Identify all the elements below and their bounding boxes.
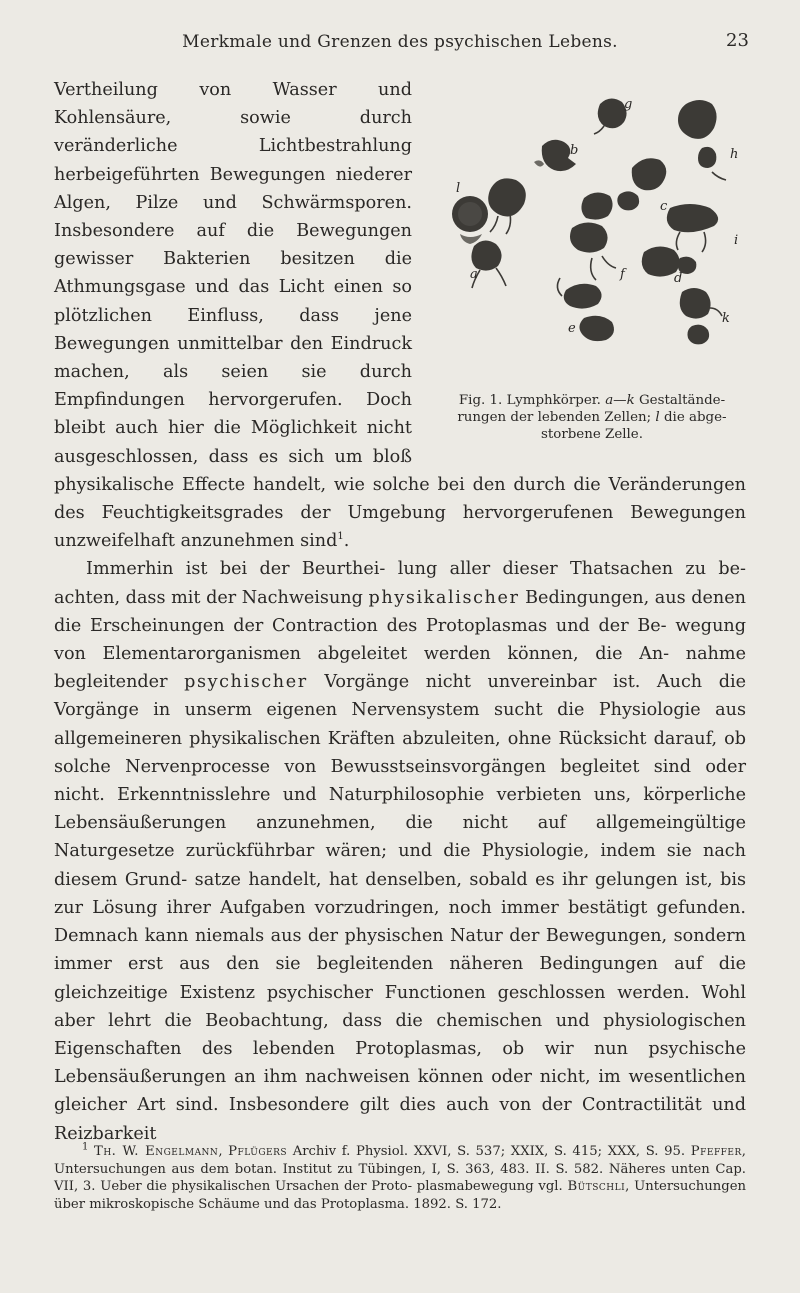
lymph-cells-illustration xyxy=(434,82,746,388)
label-a: a xyxy=(470,267,478,282)
label-k: k xyxy=(722,311,730,326)
cell-f xyxy=(570,192,616,280)
footnote-1: $^1$ Th. W. Engelmann, Pflügers Archiv f. Physiol. XXVI, S. 537; XXIX, S. 415; XXX, S. 95. Pfeffer, Untersuchungen aus dem botan. Institut zu Tübingen, I, S. 363, 483. II. S. 582. Näheres unten Cap. VII, 3. Ueber die physikalischen Ursachen der Proto- plasmabewegung vgl. Bütschli, Untersuchungen über mikroskopische Schäume und das Protoplasma. 1892. S. 172. xyxy=(54,1141,746,1212)
label-f: f xyxy=(620,267,625,282)
label-b: b xyxy=(570,143,579,158)
paragraph-2: Immerhin ist bei der Beurthei- lung aller dieser Thatsachen zu be- achten, dass mit der Nachweisung physikalischer Bedingungen, aus denen die Erscheinungen der Contraction des Protoplasmas und der Be- wegung von Elementarorganismen abgeleitet werden können, die An- nahme begleitender psychischer Vorgänge nicht unvereinbar ist. Auch die Vorgänge in unserm eigenen Nervensystem sucht die Physiologie aus allgemeineren physikalischen Kräften abzuleiten, ohne Rücksicht darauf, ob solche Nervenprocesse von Bewusstseinsvorgängen begleitet sind oder nicht. Erkenntnisslehre und Naturphilosophie verbieten uns, körperliche Lebensäußerungen anzunehmen, die nicht auf allgemeingültige Naturgesetze zurückführbar wären; und die Physiologie, indem sie nach diesem Grund- satze handelt, hat denselben, sobald es ihr gelungen ist, bis zur Lösung ihrer Aufgaben vorzudringen, noch immer bestätigt gefunden. Demnach kann niemals aus der physischen Natur der Bewegungen, sondern immer erst aus den sie begleitenden näheren Bedingungen auf die gleichzeitige Existenz psychischer Functionen geschlossen werden. Wohl aber lehrt die Beobachtung, dass die chemischen und physiologischen Eigenschaften des lebenden Protoplasmas, ob wir nun psychische Lebensäußerungen an ihm nachweisen können oder nicht, im wesentlichen gleicher Art sind. Insbesondere gilt dies auch von der Contractilität und Reizbarkeit xyxy=(54,559,747,1144)
emphasis-psychischer: psychischer xyxy=(184,672,308,693)
body-text xyxy=(54,76,746,1148)
page-number: 23 xyxy=(726,30,749,51)
cell-d xyxy=(642,246,697,276)
label-i: i xyxy=(734,233,739,248)
label-g: g xyxy=(624,97,633,112)
label-l: l xyxy=(456,181,461,196)
cell-e xyxy=(557,278,614,341)
label-e: e xyxy=(568,321,576,336)
cell-c xyxy=(617,158,666,210)
paragraph-1-text: Vertheilung von Wasser und Kohlensäure, sowie durch veränderliche Lichtbestrahlung herbeigeführten Bewegungen niederer Algen, Pilze und Schwärmsporen. Insbesondere auf die Bewegungen gewisser Bakterien besitzen die Athmungsgase und das Licht einen so plötzlichen Einfluss, dass jene Bewegungen unmittelbar den Eindruck machen, als seien sie durch Empfindungen hervorgerufen. Doch bleibt auch hier die Möglichkeit nicht ausgeschlossen, dass es sich um bloß physikalische Effecte handelt, wie solche bei den durch die Veränderungen des Feuchtigkeitsgrades der Umgebung hervorgerufenen Bewegungen unzweifelhaft anzunehmen sind xyxy=(54,80,746,552)
emphasis-physikalischer: physikalischer xyxy=(368,587,520,608)
paragraph-1: Vertheilung von Wasser und Kohlensäure, sowie durch veränderliche Lichtbestrahlung herbeigeführten Bewegungen niederer Algen, Pilze und Schwärmsporen. Insbesondere auf die Bewegungen gewisser Bakterien besitzen die Athmungsgase und das Licht einen so plötzlichen Einfluss, dass jene Bewegungen unmittelbar den Eindruck machen, als seien sie durch Empfindungen hervorgerufen. Doch bleibt auch hier die Möglichkeit nicht ausgeschlossen, dass es sich um bloß physikalische Effecte handelt, wie solche bei den durch die Veränderungen des Feuchtigkeitsgrades der Umgebung hervorgerufenen Bewegungen unzweifelhaft anzunehmen sind$^1$. xyxy=(54,80,746,552)
footnote-marker: 1 xyxy=(337,531,344,543)
label-c: c xyxy=(660,199,668,214)
running-head: Merkmale und Grenzen des psychischen Lebens. xyxy=(182,32,618,52)
cell-k xyxy=(680,288,722,344)
cell-i xyxy=(667,204,718,252)
figure-lymph-cells xyxy=(434,82,746,443)
figure-caption: Fig. 1. Lymphkörper. a—k Gestaltände- rungen der lebenden Zellen; l die abge- storbene Zelle. xyxy=(457,393,727,442)
label-d: d xyxy=(674,271,683,286)
label-h: h xyxy=(730,147,739,162)
cell-a xyxy=(488,178,526,234)
cell-g xyxy=(594,98,627,134)
footnotes xyxy=(54,1143,746,1213)
cell-h xyxy=(678,100,726,180)
cell-l xyxy=(452,196,488,244)
